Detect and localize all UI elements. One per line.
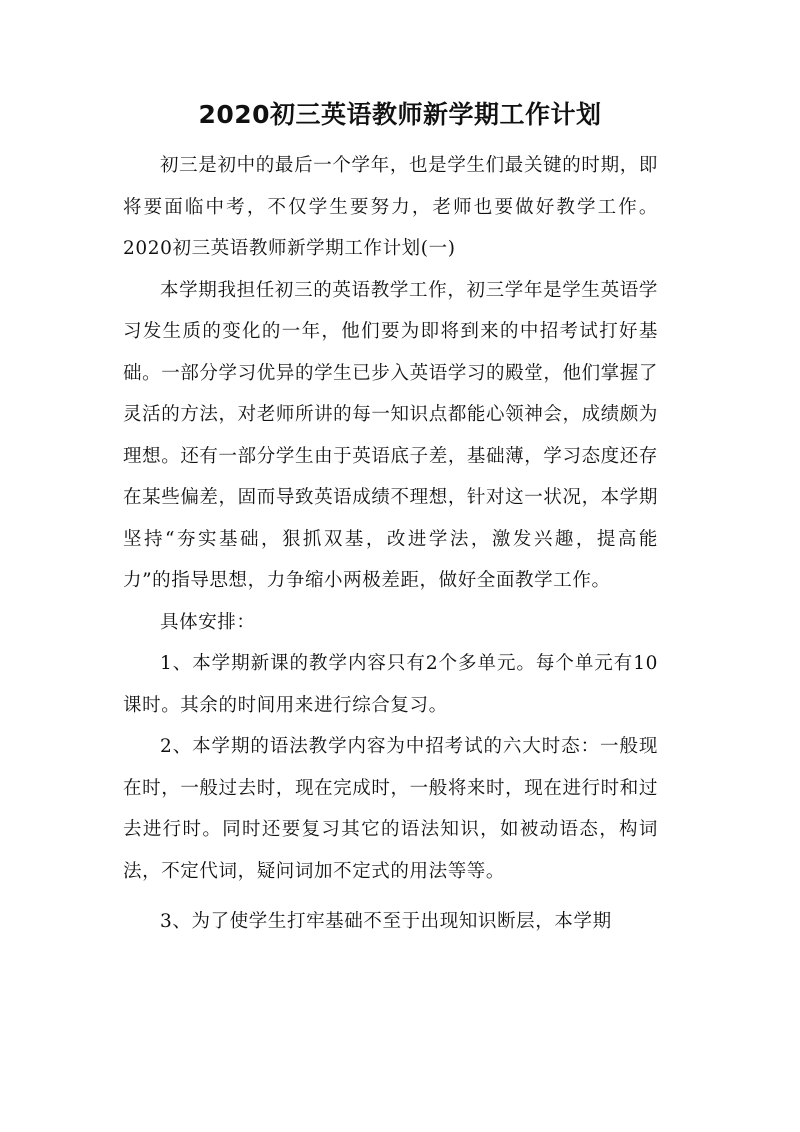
list-item-1: 1、本学期新课的教学内容只有2个多单元。每个单元有10课时。其余的时间用来进行综合复习。 — [123, 653, 658, 716]
document-title: 2020初三英语教师新学期工作计划 — [198, 100, 602, 129]
list-item-3: 3、为了使学生打牢基础不至于出现知识断层，本学期 — [160, 911, 612, 932]
list-item-2: 2、本学期的语法教学内容为中招考试的六大时态：一般现在时，一般过去时，现在完成时，一般将来时，现在进行时和过去进行时。同时还要复习其它的语法知识，如被动语态，构词法，不定代词，疑问词加不定式的用法等等。 — [123, 736, 658, 882]
paragraph-intro: 初三是初中的最后一个学年，也是学生们最关键的时期，即将要面临中考，不仅学生要努力，老师也要做好教学工作。2020初三英语教师新学期工作计划(一) — [123, 155, 658, 259]
paragraph-situation: 本学期我担任初三的英语教学工作，初三学年是学生英语学习发生质的变化的一年，他们要为即将到来的中招考试打好基础。一部分学习优异的学生已步入英语学习的殿堂，他们掌握了灵活的方法，对老师所讲的每一知识点都能心领神会，成绩颇为理想。还有一部分学生由于英语底子差，基础薄，学习态度还存在某些偏差，固而导致英语成绩不理想，针对这一状况，本学期坚持“夯实基础，狠抓双基，改进学法，激发兴趣，提高能力”的指导思想，力争缩小两极差距，做好全面教学工作。 — [123, 279, 658, 591]
paragraph-arrangement-heading: 具体安排： — [160, 611, 256, 633]
document-body — [123, 145, 658, 943]
